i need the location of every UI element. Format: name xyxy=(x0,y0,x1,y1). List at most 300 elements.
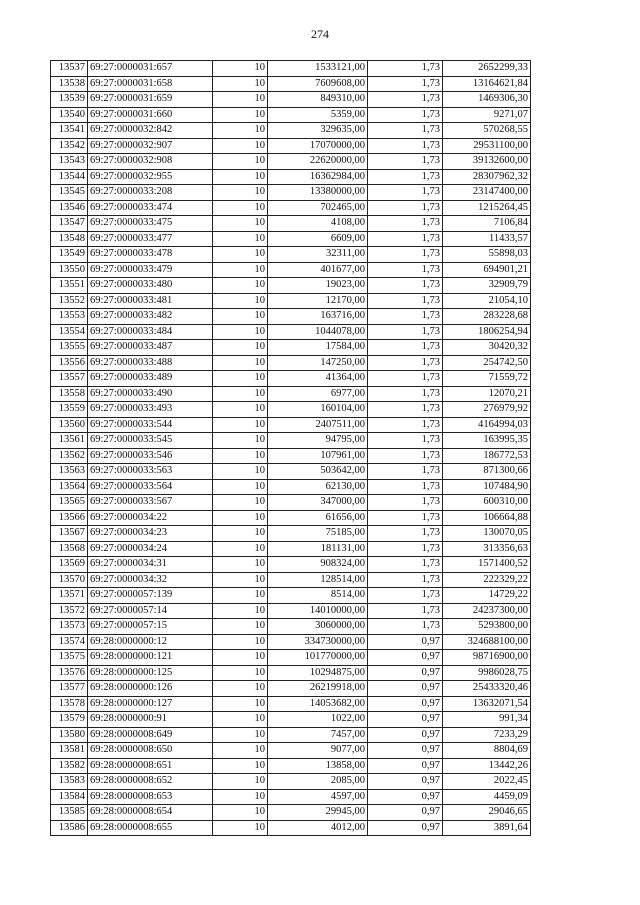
table-row xyxy=(51,479,531,495)
cadastral-number-cell: 69:28:0000000:12 xyxy=(88,634,213,650)
coefficient-cell: 0,97 xyxy=(368,820,443,836)
cadastral-number-cell: 69:27:0000057:139 xyxy=(88,588,213,604)
rate-cell: 10 xyxy=(213,774,268,790)
coefficient-cell: 1,73 xyxy=(368,588,443,604)
result-cell: 12070,21 xyxy=(443,386,531,402)
cadastral-number-cell: 69:28:0000008:652 xyxy=(88,774,213,790)
value-cell: 26219918,00 xyxy=(268,681,368,697)
cadastral-number-cell: 69:27:0000033:489 xyxy=(88,371,213,387)
row-number-cell: 13568 xyxy=(51,541,88,557)
coefficient-cell: 1,73 xyxy=(368,603,443,619)
row-number-cell: 13562 xyxy=(51,448,88,464)
value-cell: 7609608,00 xyxy=(268,76,368,92)
value-cell: 347000,00 xyxy=(268,495,368,511)
coefficient-cell: 1,73 xyxy=(368,324,443,340)
row-number-cell: 13540 xyxy=(51,107,88,123)
cadastral-number-cell: 69:27:0000032:842 xyxy=(88,123,213,139)
row-number-cell: 13584 xyxy=(51,789,88,805)
cadastral-number-cell: 69:27:0000034:23 xyxy=(88,526,213,542)
row-number-cell: 13580 xyxy=(51,727,88,743)
table-row xyxy=(51,495,531,511)
rate-cell: 10 xyxy=(213,805,268,821)
cadastral-number-cell: 69:27:0000032:908 xyxy=(88,154,213,170)
result-cell: 25433320,46 xyxy=(443,681,531,697)
rate-cell: 10 xyxy=(213,603,268,619)
coefficient-cell: 1,73 xyxy=(368,371,443,387)
coefficient-cell: 0,97 xyxy=(368,758,443,774)
result-cell: 107484,90 xyxy=(443,479,531,495)
value-cell: 2085,00 xyxy=(268,774,368,790)
cadastral-number-cell: 69:27:0000033:474 xyxy=(88,200,213,216)
cadastral-number-cell: 69:27:0000033:487 xyxy=(88,340,213,356)
coefficient-cell: 1,73 xyxy=(368,76,443,92)
rate-cell: 10 xyxy=(213,758,268,774)
row-number-cell: 13553 xyxy=(51,309,88,325)
cadastral-number-cell: 69:28:0000000:121 xyxy=(88,650,213,666)
cadastral-number-cell: 69:28:0000008:654 xyxy=(88,805,213,821)
cadastral-number-cell: 69:27:0000034:32 xyxy=(88,572,213,588)
coefficient-cell: 0,97 xyxy=(368,712,443,728)
coefficient-cell: 1,73 xyxy=(368,526,443,542)
result-cell: 694901,21 xyxy=(443,262,531,278)
result-cell: 313356,63 xyxy=(443,541,531,557)
value-cell: 4108,00 xyxy=(268,216,368,232)
rate-cell: 10 xyxy=(213,107,268,123)
table-row xyxy=(51,386,531,402)
value-cell: 94795,00 xyxy=(268,433,368,449)
row-number-cell: 13576 xyxy=(51,665,88,681)
row-number-cell: 13586 xyxy=(51,820,88,836)
row-number-cell: 13552 xyxy=(51,293,88,309)
result-cell: 23147400,00 xyxy=(443,185,531,201)
row-number-cell: 13585 xyxy=(51,805,88,821)
rate-cell: 10 xyxy=(213,448,268,464)
table-row xyxy=(51,727,531,743)
table-row xyxy=(51,417,531,433)
table-row xyxy=(51,76,531,92)
cadastral-number-cell: 69:27:0000033:481 xyxy=(88,293,213,309)
cadastral-number-cell: 69:27:0000033:482 xyxy=(88,309,213,325)
rate-cell: 10 xyxy=(213,572,268,588)
result-cell: 55898,03 xyxy=(443,247,531,263)
table-row xyxy=(51,169,531,185)
coefficient-cell: 1,73 xyxy=(368,61,443,77)
coefficient-cell: 1,73 xyxy=(368,495,443,511)
coefficient-cell: 1,73 xyxy=(368,433,443,449)
table-row xyxy=(51,743,531,759)
table-row xyxy=(51,464,531,480)
cadastral-number-cell: 69:27:0000033:484 xyxy=(88,324,213,340)
rate-cell: 10 xyxy=(213,619,268,635)
row-number-cell: 13560 xyxy=(51,417,88,433)
coefficient-cell: 1,73 xyxy=(368,138,443,154)
cadastral-number-cell: 69:28:0000008:649 xyxy=(88,727,213,743)
value-cell: 503642,00 xyxy=(268,464,368,480)
rate-cell: 10 xyxy=(213,138,268,154)
result-cell: 3891,64 xyxy=(443,820,531,836)
table-row xyxy=(51,324,531,340)
rate-cell: 10 xyxy=(213,526,268,542)
cadastral-number-cell: 69:27:0000033:563 xyxy=(88,464,213,480)
coefficient-cell: 1,73 xyxy=(368,464,443,480)
row-number-cell: 13547 xyxy=(51,216,88,232)
coefficient-cell: 1,73 xyxy=(368,541,443,557)
rate-cell: 10 xyxy=(213,76,268,92)
table-row xyxy=(51,572,531,588)
row-number-cell: 13583 xyxy=(51,774,88,790)
coefficient-cell: 1,73 xyxy=(368,619,443,635)
value-cell: 5359,00 xyxy=(268,107,368,123)
table-row xyxy=(51,805,531,821)
result-cell: 8804,69 xyxy=(443,743,531,759)
value-cell: 1044078,00 xyxy=(268,324,368,340)
row-number-cell: 13543 xyxy=(51,154,88,170)
coefficient-cell: 1,73 xyxy=(368,107,443,123)
rate-cell: 10 xyxy=(213,712,268,728)
row-number-cell: 13558 xyxy=(51,386,88,402)
rate-cell: 10 xyxy=(213,789,268,805)
value-cell: 908324,00 xyxy=(268,557,368,573)
row-number-cell: 13541 xyxy=(51,123,88,139)
cadastral-number-cell: 69:27:0000033:208 xyxy=(88,185,213,201)
value-cell: 163716,00 xyxy=(268,309,368,325)
rate-cell: 10 xyxy=(213,541,268,557)
rate-cell: 10 xyxy=(213,185,268,201)
table-row xyxy=(51,216,531,232)
coefficient-cell: 1,73 xyxy=(368,309,443,325)
result-cell: 13164621,84 xyxy=(443,76,531,92)
rate-cell: 10 xyxy=(213,92,268,108)
row-number-cell: 13556 xyxy=(51,355,88,371)
result-cell: 11433,57 xyxy=(443,231,531,247)
value-cell: 17584,00 xyxy=(268,340,368,356)
row-number-cell: 13572 xyxy=(51,603,88,619)
cadastral-number-cell: 69:27:0000033:478 xyxy=(88,247,213,263)
value-cell: 29945,00 xyxy=(268,805,368,821)
value-cell: 61656,00 xyxy=(268,510,368,526)
coefficient-cell: 1,73 xyxy=(368,92,443,108)
coefficient-cell: 1,73 xyxy=(368,479,443,495)
rate-cell: 10 xyxy=(213,820,268,836)
cadastral-number-cell: 69:27:0000034:31 xyxy=(88,557,213,573)
table-row xyxy=(51,619,531,635)
cadastral-number-cell: 69:27:0000033:567 xyxy=(88,495,213,511)
result-cell: 98716900,00 xyxy=(443,650,531,666)
result-cell: 130070,05 xyxy=(443,526,531,542)
coefficient-cell: 0,97 xyxy=(368,634,443,650)
rate-cell: 10 xyxy=(213,324,268,340)
cadastral-number-cell: 69:27:0000031:658 xyxy=(88,76,213,92)
table-row xyxy=(51,820,531,836)
result-cell: 5293800,00 xyxy=(443,619,531,635)
table-row xyxy=(51,402,531,418)
table-body xyxy=(51,61,531,836)
row-number-cell: 13550 xyxy=(51,262,88,278)
row-number-cell: 13557 xyxy=(51,371,88,387)
result-cell: 71559,72 xyxy=(443,371,531,387)
coefficient-cell: 1,73 xyxy=(368,154,443,170)
table-row xyxy=(51,309,531,325)
cadastral-number-cell: 69:27:0000057:14 xyxy=(88,603,213,619)
table-row xyxy=(51,650,531,666)
result-cell: 871300,66 xyxy=(443,464,531,480)
coefficient-cell: 1,73 xyxy=(368,200,443,216)
rate-cell: 10 xyxy=(213,743,268,759)
row-number-cell: 13537 xyxy=(51,61,88,77)
row-number-cell: 13570 xyxy=(51,572,88,588)
value-cell: 19023,00 xyxy=(268,278,368,294)
table-row xyxy=(51,712,531,728)
row-number-cell: 13545 xyxy=(51,185,88,201)
coefficient-cell: 1,73 xyxy=(368,293,443,309)
table-row xyxy=(51,247,531,263)
coefficient-cell: 1,73 xyxy=(368,557,443,573)
row-number-cell: 13559 xyxy=(51,402,88,418)
result-cell: 276979,92 xyxy=(443,402,531,418)
rate-cell: 10 xyxy=(213,123,268,139)
table-row xyxy=(51,603,531,619)
value-cell: 14053682,00 xyxy=(268,696,368,712)
rate-cell: 10 xyxy=(213,216,268,232)
cadastral-number-cell: 69:28:0000008:651 xyxy=(88,758,213,774)
result-cell: 106664,88 xyxy=(443,510,531,526)
rate-cell: 10 xyxy=(213,681,268,697)
result-cell: 24237300,00 xyxy=(443,603,531,619)
rate-cell: 10 xyxy=(213,154,268,170)
coefficient-cell: 0,97 xyxy=(368,665,443,681)
result-cell: 4164994,03 xyxy=(443,417,531,433)
coefficient-cell: 1,73 xyxy=(368,417,443,433)
row-number-cell: 13564 xyxy=(51,479,88,495)
cadastral-number-cell: 69:27:0000033:544 xyxy=(88,417,213,433)
rate-cell: 10 xyxy=(213,371,268,387)
cadastral-number-cell: 69:27:0000033:479 xyxy=(88,262,213,278)
coefficient-cell: 0,97 xyxy=(368,696,443,712)
coefficient-cell: 1,73 xyxy=(368,386,443,402)
cadastral-number-cell: 69:28:0000008:653 xyxy=(88,789,213,805)
cadastral-number-cell: 69:27:0000057:15 xyxy=(88,619,213,635)
row-number-cell: 13573 xyxy=(51,619,88,635)
value-cell: 334730000,00 xyxy=(268,634,368,650)
table-row xyxy=(51,634,531,650)
cadastral-number-cell: 69:27:0000033:477 xyxy=(88,231,213,247)
cadastral-number-cell: 69:28:0000000:91 xyxy=(88,712,213,728)
cadastral-number-cell: 69:28:0000000:125 xyxy=(88,665,213,681)
table-row xyxy=(51,789,531,805)
rate-cell: 10 xyxy=(213,634,268,650)
value-cell: 2407511,00 xyxy=(268,417,368,433)
coefficient-cell: 0,97 xyxy=(368,727,443,743)
coefficient-cell: 1,73 xyxy=(368,355,443,371)
coefficient-cell: 1,73 xyxy=(368,402,443,418)
value-cell: 401677,00 xyxy=(268,262,368,278)
result-cell: 32909,79 xyxy=(443,278,531,294)
value-cell: 7457,00 xyxy=(268,727,368,743)
value-cell: 32311,00 xyxy=(268,247,368,263)
value-cell: 6609,00 xyxy=(268,231,368,247)
result-cell: 570268,55 xyxy=(443,123,531,139)
table-row xyxy=(51,138,531,154)
cadastral-number-cell: 69:27:0000034:24 xyxy=(88,541,213,557)
value-cell: 6977,00 xyxy=(268,386,368,402)
coefficient-cell: 1,73 xyxy=(368,185,443,201)
rate-cell: 10 xyxy=(213,402,268,418)
value-cell: 8514,00 xyxy=(268,588,368,604)
cadastral-number-cell: 69:27:0000033:480 xyxy=(88,278,213,294)
rate-cell: 10 xyxy=(213,231,268,247)
row-number-cell: 13579 xyxy=(51,712,88,728)
cadastral-number-cell: 69:27:0000034:22 xyxy=(88,510,213,526)
table-row xyxy=(51,526,531,542)
rate-cell: 10 xyxy=(213,650,268,666)
rate-cell: 10 xyxy=(213,340,268,356)
result-cell: 28307962,32 xyxy=(443,169,531,185)
cadastral-number-cell: 69:27:0000033:490 xyxy=(88,386,213,402)
row-number-cell: 13582 xyxy=(51,758,88,774)
cadastral-number-cell: 69:27:0000033:493 xyxy=(88,402,213,418)
value-cell: 62130,00 xyxy=(268,479,368,495)
result-cell: 29531100,00 xyxy=(443,138,531,154)
value-cell: 16362984,00 xyxy=(268,169,368,185)
result-cell: 1806254,94 xyxy=(443,324,531,340)
rate-cell: 10 xyxy=(213,557,268,573)
rate-cell: 10 xyxy=(213,417,268,433)
value-cell: 22620000,00 xyxy=(268,154,368,170)
rate-cell: 10 xyxy=(213,200,268,216)
result-cell: 7233,29 xyxy=(443,727,531,743)
rate-cell: 10 xyxy=(213,510,268,526)
row-number-cell: 13569 xyxy=(51,557,88,573)
rate-cell: 10 xyxy=(213,169,268,185)
coefficient-cell: 1,73 xyxy=(368,123,443,139)
cadastral-number-cell: 69:27:0000033:488 xyxy=(88,355,213,371)
coefficient-cell: 1,73 xyxy=(368,247,443,263)
rate-cell: 10 xyxy=(213,61,268,77)
cadastral-number-cell: 69:28:0000000:127 xyxy=(88,696,213,712)
coefficient-cell: 1,73 xyxy=(368,278,443,294)
result-cell: 254742,50 xyxy=(443,355,531,371)
table-row xyxy=(51,185,531,201)
value-cell: 12170,00 xyxy=(268,293,368,309)
value-cell: 75185,00 xyxy=(268,526,368,542)
value-cell: 41364,00 xyxy=(268,371,368,387)
coefficient-cell: 1,73 xyxy=(368,448,443,464)
row-number-cell: 13565 xyxy=(51,495,88,511)
table-row xyxy=(51,231,531,247)
cadastral-number-cell: 69:27:0000031:660 xyxy=(88,107,213,123)
rate-cell: 10 xyxy=(213,588,268,604)
value-cell: 4597,00 xyxy=(268,789,368,805)
table-row xyxy=(51,200,531,216)
row-number-cell: 13577 xyxy=(51,681,88,697)
coefficient-cell: 1,73 xyxy=(368,169,443,185)
coefficient-cell: 0,97 xyxy=(368,805,443,821)
value-cell: 13380000,00 xyxy=(268,185,368,201)
result-cell: 324688100,00 xyxy=(443,634,531,650)
table-row xyxy=(51,355,531,371)
result-cell: 4459,09 xyxy=(443,789,531,805)
rate-cell: 10 xyxy=(213,433,268,449)
value-cell: 17070000,00 xyxy=(268,138,368,154)
value-cell: 4012,00 xyxy=(268,820,368,836)
rate-cell: 10 xyxy=(213,386,268,402)
coefficient-cell: 0,97 xyxy=(368,789,443,805)
rate-cell: 10 xyxy=(213,495,268,511)
coefficient-cell: 1,73 xyxy=(368,510,443,526)
cadastral-number-cell: 69:27:0000033:475 xyxy=(88,216,213,232)
coefficient-cell: 1,73 xyxy=(368,572,443,588)
table-row xyxy=(51,758,531,774)
value-cell: 329635,00 xyxy=(268,123,368,139)
result-cell: 1469306,30 xyxy=(443,92,531,108)
result-cell: 39132600,00 xyxy=(443,154,531,170)
table-row xyxy=(51,371,531,387)
table-row xyxy=(51,681,531,697)
rate-cell: 10 xyxy=(213,727,268,743)
cadastral-value-table xyxy=(50,60,531,836)
cadastral-number-cell: 69:27:0000031:659 xyxy=(88,92,213,108)
row-number-cell: 13571 xyxy=(51,588,88,604)
table-row xyxy=(51,154,531,170)
value-cell: 10294875,00 xyxy=(268,665,368,681)
table-row xyxy=(51,588,531,604)
result-cell: 14729,22 xyxy=(443,588,531,604)
table-row xyxy=(51,123,531,139)
cadastral-number-cell: 69:28:0000008:650 xyxy=(88,743,213,759)
result-cell: 9986028,75 xyxy=(443,665,531,681)
cadastral-number-cell: 69:27:0000033:546 xyxy=(88,448,213,464)
coefficient-cell: 0,97 xyxy=(368,650,443,666)
table-row xyxy=(51,61,531,77)
cadastral-number-cell: 69:28:0000008:655 xyxy=(88,820,213,836)
rate-cell: 10 xyxy=(213,262,268,278)
coefficient-cell: 1,73 xyxy=(368,340,443,356)
row-number-cell: 13551 xyxy=(51,278,88,294)
value-cell: 147250,00 xyxy=(268,355,368,371)
row-number-cell: 13555 xyxy=(51,340,88,356)
result-cell: 2652299,33 xyxy=(443,61,531,77)
value-cell: 101770000,00 xyxy=(268,650,368,666)
row-number-cell: 13544 xyxy=(51,169,88,185)
row-number-cell: 13549 xyxy=(51,247,88,263)
cadastral-number-cell: 69:27:0000031:657 xyxy=(88,61,213,77)
coefficient-cell: 1,73 xyxy=(368,231,443,247)
rate-cell: 10 xyxy=(213,278,268,294)
row-number-cell: 13538 xyxy=(51,76,88,92)
value-cell: 128514,00 xyxy=(268,572,368,588)
table-row xyxy=(51,696,531,712)
row-number-cell: 13581 xyxy=(51,743,88,759)
coefficient-cell: 0,97 xyxy=(368,681,443,697)
coefficient-cell: 0,97 xyxy=(368,774,443,790)
row-number-cell: 13539 xyxy=(51,92,88,108)
result-cell: 163995,35 xyxy=(443,433,531,449)
value-cell: 160104,00 xyxy=(268,402,368,418)
table-row xyxy=(51,557,531,573)
row-number-cell: 13554 xyxy=(51,324,88,340)
cadastral-number-cell: 69:27:0000033:564 xyxy=(88,479,213,495)
coefficient-cell: 1,73 xyxy=(368,216,443,232)
table-row xyxy=(51,340,531,356)
result-cell: 29046,65 xyxy=(443,805,531,821)
row-number-cell: 13563 xyxy=(51,464,88,480)
table-row xyxy=(51,278,531,294)
result-cell: 13632071,54 xyxy=(443,696,531,712)
table-row xyxy=(51,774,531,790)
result-cell: 991,34 xyxy=(443,712,531,728)
coefficient-cell: 1,73 xyxy=(368,262,443,278)
value-cell: 849310,00 xyxy=(268,92,368,108)
